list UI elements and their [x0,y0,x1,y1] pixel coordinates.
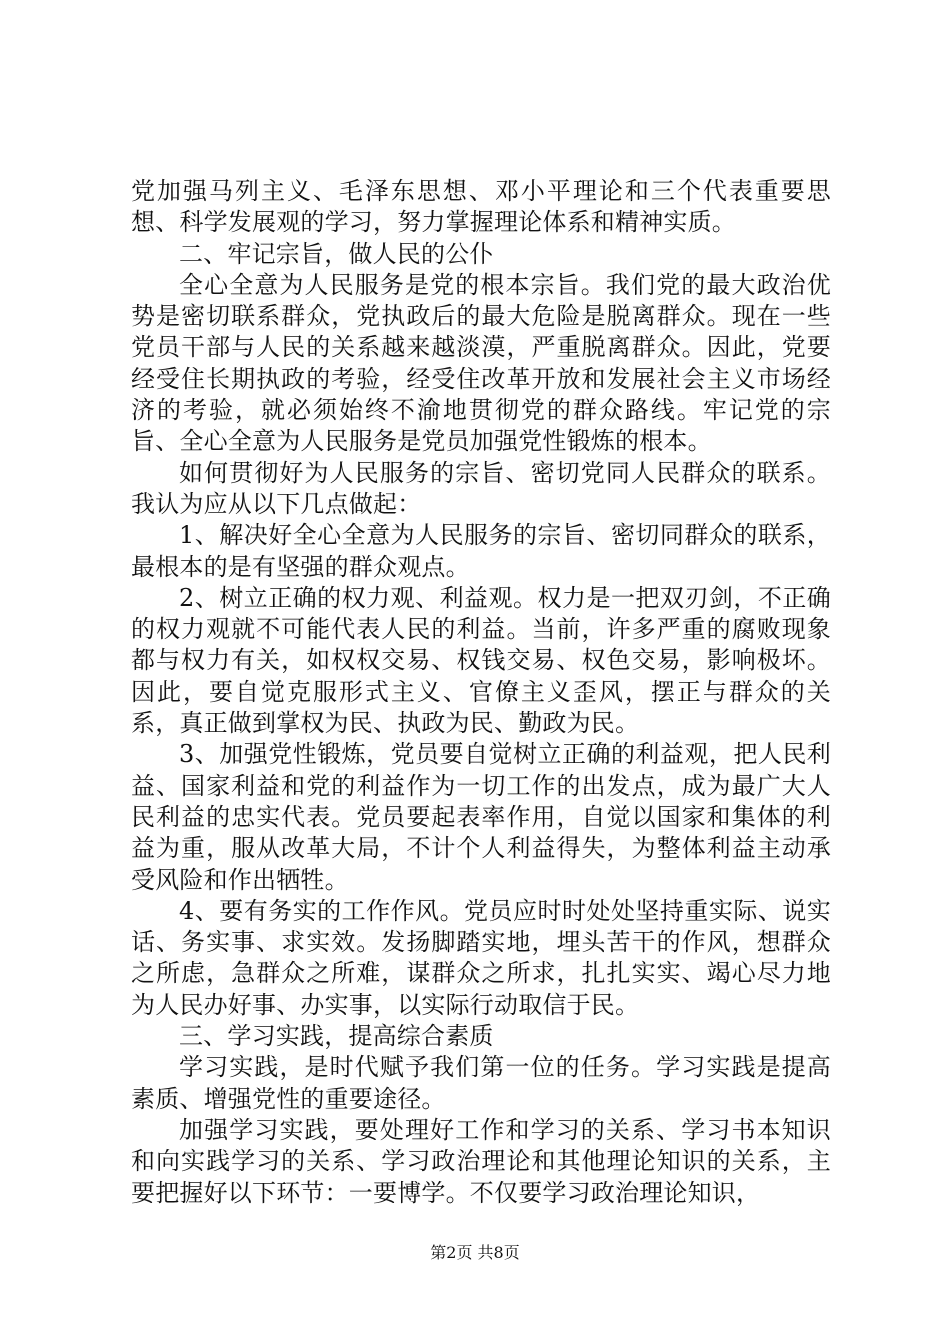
paragraph-1: 党加强马列主义、毛泽东思想、邓小平理论和三个代表重要思想、科学发展观的学习，努力掌握理论体系和精神实质。 [131,177,831,237]
list-item-4: 4、要有务实的工作作风。党员应时时处处坚持重实际、说实话、务实事、求实效。发扬脚踏实地，埋头苦干的作风，想群众之所虑，急群众之所难，谋群众之所求，扎扎实实、竭心尽力地为人民办好事、办实事，以实际行动取信于民。 [131,896,831,1019]
section-heading-2: 二、牢记宗旨，做人民的公仆 [179,239,494,268]
page-number: 第2页 共8页 [430,1243,520,1262]
paragraph-11: 加强学习实践，要处理好工作和学习的关系、学习书本知识和向实践学习的关系、学习政治理论和其他理论知识的关系，主要把握好以下环节：一要博学。不仅要学习政治理论知识， [131,1115,831,1207]
document-body [131,176,831,1209]
list-item-2: 2、树立正确的权力观、利益观。权力是一把双刃剑，不正确的权力观就不可能代表人民的利益。当前，许多严重的腐败现象都与权力有关，如权权交易、权钱交易、权色交易，影响极坏。因此，要自觉克服形式主义、官僚主义歪风，摆正与群众的关系，真正做到掌权为民、执政为民、勤政为民。 [131,583,831,738]
list-item-1: 1、解决好全心全意为人民服务的宗旨、密切同群众的联系，最根本的是有坚强的群众观点。 [131,521,831,581]
paragraph-10: 学习实践，是时代赋予我们第一位的任务。学习实践是提高素质、增强党性的重要途径。 [131,1053,831,1113]
paragraph-3: 全心全意为人民服务是党的根本宗旨。我们党的最大政治优势是密切联系群众，党执政后的最大危险是脱离群众。现在一些党员干部与人民的关系越来越淡漠，严重脱离群众。因此，党要经受住长期执政的考验，经受住改革开放和发展社会主义市场经济的考验，就必须始终不渝地贯彻党的群众路线。牢记党的宗旨、全心全意为人民服务是党员加强党性锻炼的根本。 [131,270,831,456]
section-heading-3: 三、学习实践，提高综合素质 [179,1022,494,1051]
paragraph-4: 如何贯彻好为人民服务的宗旨、密切党同人民群众的联系。我认为应从以下几点做起： [131,458,831,518]
page-footer [0,1243,950,1263]
list-item-3: 3、加强党性锻炼，党员要自觉树立正确的利益观，把人民利益、国家利益和党的利益作为一切工作的出发点，成为最广大人民利益的忠实代表。党员要起表率作用，自觉以国家和集体的利益为重，服从改革大局，不计个人利益得失，为整体利益主动承受风险和作出牺牲。 [131,740,831,894]
